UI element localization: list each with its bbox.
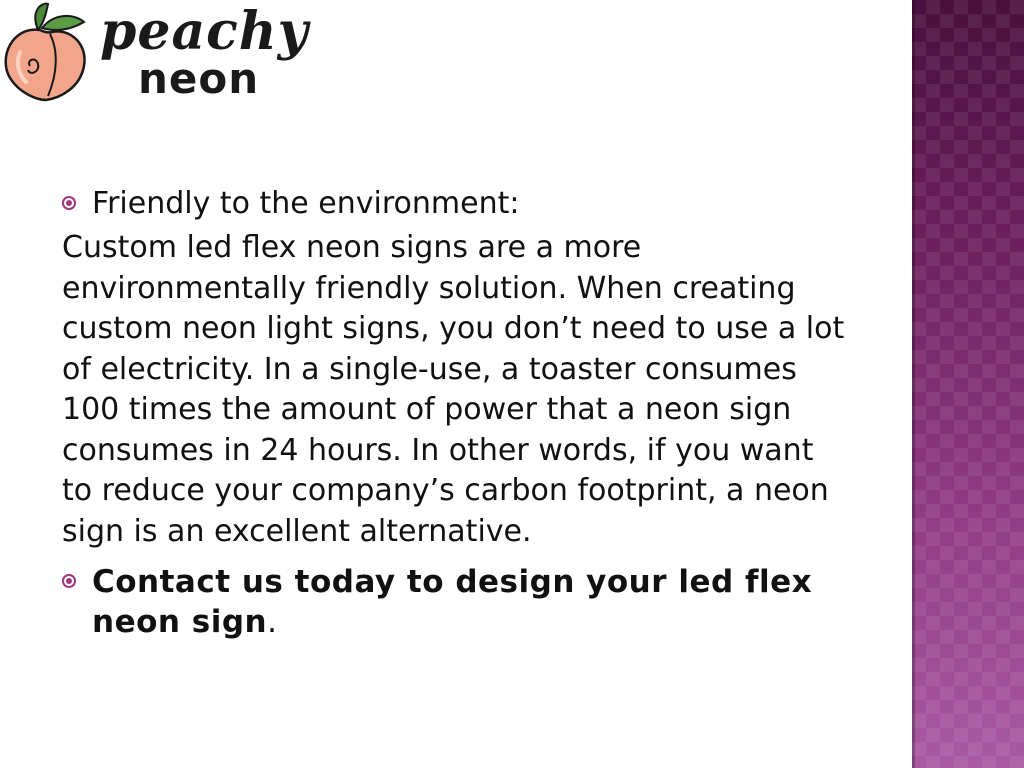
bullet-item-environment <box>62 184 862 224</box>
contact-link[interactable]: Contact us today to design your led flex neon sign <box>92 564 813 640</box>
logo-wordmark-peachy: peachy <box>100 1 309 62</box>
peachy-neon-logo <box>0 0 330 110</box>
peach-icon <box>0 0 100 108</box>
logo-wordmark-neon: neon <box>138 54 260 103</box>
decorative-side-band <box>912 0 1024 768</box>
bullet-icon <box>62 196 76 210</box>
bullet-heading: Friendly to the environment: <box>92 186 520 221</box>
slide-content <box>62 184 862 642</box>
body-paragraph: Custom led flex neon signs are a more environmentally friendly solution. When creating custom neon light signs, you don’t need to use a lot of electricity. In a single-use, a toaster consumes 100 times the amount of power that a neon sign consumes in 24 hours. In other words, if you want to reduce your company’s carbon footprint, a neon sign is an excellent alternative. <box>62 230 845 549</box>
contact-period: . <box>267 604 277 640</box>
bullet-item-contact <box>62 562 852 642</box>
bullet-icon <box>62 574 76 588</box>
